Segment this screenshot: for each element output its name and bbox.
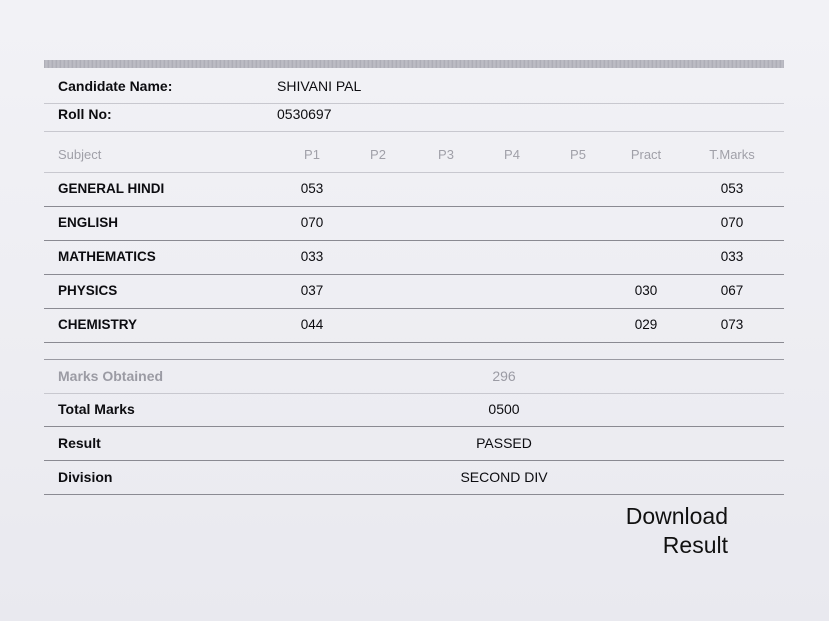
division-value: SECOND DIV	[460, 469, 548, 485]
division-row	[44, 460, 784, 495]
subject-pract	[616, 206, 676, 240]
candidate-name-value: SHIVANI PAL	[277, 78, 362, 94]
subject-pract	[616, 172, 676, 206]
candidate-name-label: Candidate Name:	[58, 78, 173, 94]
header-p5: P5	[570, 147, 586, 162]
header-p1: P1	[304, 147, 320, 162]
header-subject: Subject	[58, 147, 102, 162]
subject-total: 070	[720, 215, 744, 230]
subject-p1: 070	[300, 215, 324, 230]
roll-no-label: Roll No:	[58, 106, 112, 122]
header-total-marks: T.Marks	[709, 147, 755, 162]
marks-obtained-label: Marks Obtained	[58, 368, 164, 384]
header-p4: P4	[504, 147, 520, 162]
table-row	[44, 206, 784, 241]
result-value: PASSED	[476, 435, 532, 451]
marks-table-header	[44, 138, 784, 173]
marks-obtained-value: 296	[492, 368, 516, 384]
header-p2: P2	[370, 147, 386, 162]
subject-total: 067	[720, 283, 744, 298]
total-marks-label: Total Marks	[58, 401, 135, 417]
result-row	[44, 426, 784, 461]
subject-total: 033	[720, 249, 744, 264]
header-p3: P3	[438, 147, 454, 162]
subject-pract: 029	[634, 317, 658, 332]
subject-name: PHYSICS	[58, 283, 118, 298]
download-result-link[interactable]	[560, 502, 728, 560]
roll-no-value: 0530697	[277, 106, 332, 122]
download-line-1: Download	[625, 503, 728, 529]
subject-pract	[616, 240, 676, 274]
table-row	[44, 172, 784, 207]
header-bar	[44, 60, 784, 68]
subject-name: MATHEMATICS	[58, 249, 156, 264]
header-pract: Pract	[630, 147, 662, 162]
result-label: Result	[58, 435, 101, 451]
subject-p1: 033	[300, 249, 324, 264]
subject-p1: 044	[300, 317, 324, 332]
marks-obtained-row	[44, 359, 784, 394]
subject-total: 073	[720, 317, 744, 332]
total-marks-value: 0500	[488, 401, 520, 417]
table-row	[44, 240, 784, 275]
division-label: Division	[58, 469, 113, 485]
total-marks-row	[44, 392, 784, 427]
subject-total: 053	[720, 181, 744, 196]
subject-name: ENGLISH	[58, 215, 119, 230]
subject-p1: 053	[300, 181, 324, 196]
subject-p1: 037	[300, 283, 324, 298]
table-divider	[44, 325, 784, 360]
subject-name: GENERAL HINDI	[58, 181, 165, 196]
roll-no-row	[44, 97, 784, 132]
subject-pract: 030	[634, 283, 658, 298]
download-line-2: Result	[662, 532, 728, 558]
table-row	[44, 274, 784, 309]
subject-name: CHEMISTRY	[58, 317, 138, 332]
